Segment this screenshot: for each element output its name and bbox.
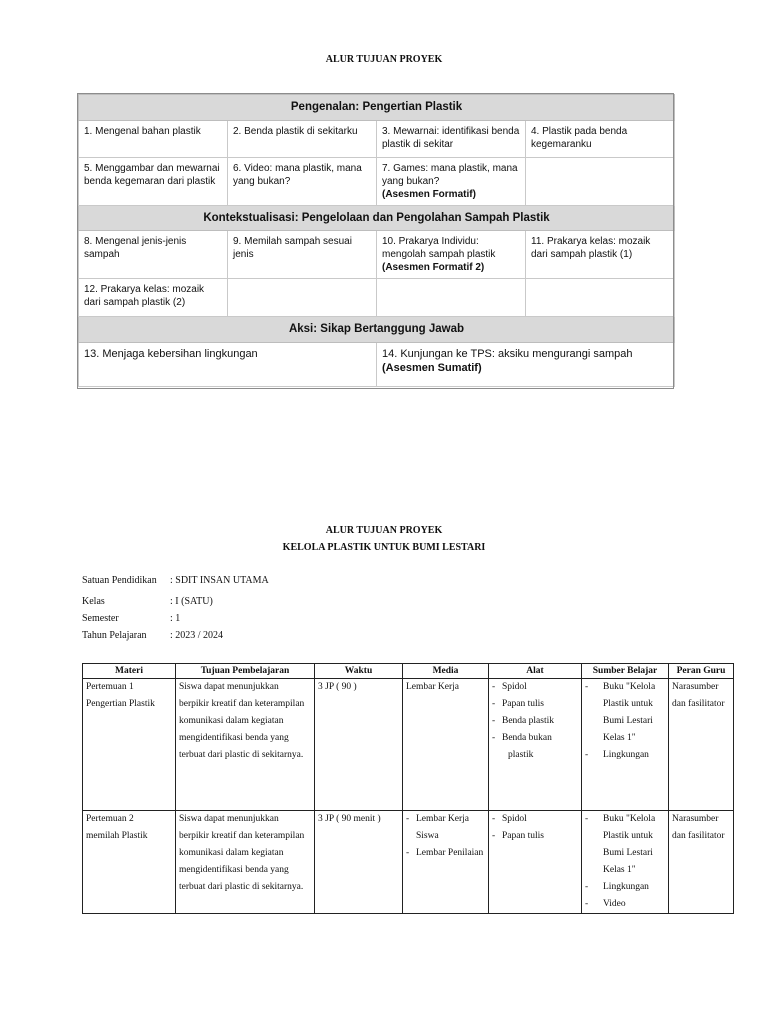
list-item: - Lembar Kerja xyxy=(406,814,470,824)
assessment-label: (Asesmen Sumatif) xyxy=(382,362,482,374)
cell-line: komunikasi dalam kegiatan xyxy=(179,848,284,858)
cell-alat xyxy=(489,811,582,914)
list-item-text: Buku "Kelola xyxy=(603,682,656,692)
cell-line: memilah Plastik xyxy=(86,831,148,841)
list-item-text: Spidol xyxy=(502,814,527,824)
list-item-text: Plastik untuk xyxy=(603,831,653,841)
list-item: - Spidol xyxy=(492,814,527,824)
section-subtitle: KELOLA PLASTIK UNTUK BUMI LESTARI xyxy=(282,542,486,553)
table-row xyxy=(83,679,734,811)
list-item: - Lingkungan xyxy=(585,750,649,760)
cell-materi xyxy=(83,679,176,811)
list-item-text: Benda bukan xyxy=(502,733,552,743)
list-item: - Papan tulis xyxy=(492,831,544,841)
list-item xyxy=(492,747,578,764)
cell-line: Pertemuan 1 xyxy=(86,682,134,692)
header-tujuan: Tujuan Pembelajaran xyxy=(176,664,315,679)
flow-cell: 8. Mengenal jenis-jenis sampah xyxy=(79,231,228,279)
list-item-text: Papan tulis xyxy=(502,699,544,709)
list-item-text: Plastik untuk xyxy=(603,699,653,709)
flow-cell: 5. Menggambar dan mewarnai benda kegemaran dari plastik xyxy=(79,158,228,206)
cell-waktu: 3 JP ( 90 menit ) xyxy=(315,811,403,914)
list-item: - Benda plastik xyxy=(492,716,554,726)
table-row xyxy=(83,811,734,914)
cell-line: Narasumber xyxy=(672,814,719,824)
cell-line: Narasumber xyxy=(672,682,719,692)
cell-line: berpikir kreatif dan keterampilan xyxy=(179,831,305,841)
list-item-text: Kelas 1" xyxy=(603,865,636,875)
list-item: - Lembar Penilaian xyxy=(406,848,484,858)
project-flow-table xyxy=(78,94,675,387)
cell-line: Pengertian Plastik xyxy=(86,699,155,709)
list-item: - Buku "Kelola xyxy=(585,814,656,824)
info-value: : I (SATU) xyxy=(170,596,213,607)
flow-cell-text: 7. Games: mana plastik, mana yang bukan? xyxy=(382,163,518,187)
flow-cell: 2. Benda plastik di sekitarku xyxy=(228,121,377,158)
flow-cell: 13. Menjaga kebersihan lingkungan xyxy=(79,343,377,387)
cell-line: Siswa dapat menunjukkan xyxy=(179,814,279,824)
document-title: ALUR TUJUAN PROYEK xyxy=(325,54,443,65)
list-item-text: Video xyxy=(603,899,626,909)
flow-cell: 9. Memilah sampah sesuai jenis xyxy=(228,231,377,279)
list-item-text: plastik xyxy=(508,750,534,760)
list-item-text: Lembar Penilaian xyxy=(416,848,484,858)
cell-alat xyxy=(489,679,582,811)
list-item: - Benda bukan xyxy=(492,733,552,743)
cell-line: mengidentifikasi benda yang xyxy=(179,865,289,875)
list-item xyxy=(585,713,665,730)
flow-cell xyxy=(526,158,675,206)
cell-sumber xyxy=(582,679,669,811)
cell-peran xyxy=(669,811,734,914)
flow-cell: 12. Prakarya kelas: mozaik dari sampah plastik (2) xyxy=(79,279,228,317)
info-value: : 2023 / 2024 xyxy=(170,630,224,641)
flow-cell-text: 10. Prakarya Individu: mengolah sampah plastik xyxy=(382,236,496,260)
assessment-label: (Asesmen Formatif) xyxy=(382,189,476,200)
header-waktu: Waktu xyxy=(315,664,403,679)
assessment-label: (Asesmen Formatif 2) xyxy=(382,262,485,273)
list-item-text: Benda plastik xyxy=(502,716,554,726)
cell-tujuan xyxy=(176,811,315,914)
cell-sumber xyxy=(582,811,669,914)
header-sumber: Sumber Belajar xyxy=(582,664,669,679)
list-item-text: Kelas 1" xyxy=(603,733,636,743)
flow-cell: 3. Mewarnai: identifikasi benda plastik di sekitar xyxy=(377,121,526,158)
list-item-text: Spidol xyxy=(502,682,527,692)
flow-cell xyxy=(228,279,377,317)
flow-cell: 6. Video: mana plastik, mana yang bukan? xyxy=(228,158,377,206)
cell-line: mengidentifikasi benda yang xyxy=(179,733,289,743)
list-item: - Video xyxy=(585,899,626,909)
list-item xyxy=(406,828,485,845)
list-item xyxy=(585,828,665,845)
list-item xyxy=(585,730,665,747)
cell-materi xyxy=(83,811,176,914)
info-key: Kelas xyxy=(82,596,105,607)
cell-line: dan fasilitator xyxy=(672,831,725,841)
flow-cell: 11. Prakarya kelas: mozaik dari sampah plastik (1) xyxy=(526,231,675,279)
list-item-text: Lembar Kerja xyxy=(416,814,470,824)
cell-line: dan fasilitator xyxy=(672,699,725,709)
flow-cell xyxy=(526,279,675,317)
info-key: Tahun Pelajaran xyxy=(82,630,147,641)
cell-waktu: 3 JP ( 90 ) xyxy=(315,679,403,811)
cell-tujuan xyxy=(176,679,315,811)
list-item-text: Bumi Lestari xyxy=(603,716,653,726)
header-materi: Materi xyxy=(83,664,176,679)
cell-line: Lembar Kerja xyxy=(406,682,460,692)
cell-media xyxy=(403,811,489,914)
list-item: - Buku "Kelola xyxy=(585,682,656,692)
cell-line: terbuat dari plastic di sekitarnya. xyxy=(179,750,304,760)
info-key: Semester xyxy=(82,613,119,624)
flow-cell: 1. Mengenal bahan plastik xyxy=(79,121,228,158)
flow-cell xyxy=(377,343,675,387)
section-title: ALUR TUJUAN PROYEK xyxy=(325,525,443,536)
list-item: - Papan tulis xyxy=(492,699,544,709)
lesson-plan-table xyxy=(82,663,734,914)
list-item xyxy=(585,696,665,713)
header-media: Media xyxy=(403,664,489,679)
header-alat: Alat xyxy=(489,664,582,679)
section-header-kontekstualisasi: Kontekstualisasi: Pengelolaan dan Pengolahan Sampah Plastik xyxy=(79,206,675,231)
list-item-text: Buku "Kelola xyxy=(603,814,656,824)
flow-cell: 4. Plastik pada benda kegemaranku xyxy=(526,121,675,158)
info-key: Satuan Pendidikan xyxy=(82,575,157,586)
section-header-pengenalan: Pengenalan: Pengertian Plastik xyxy=(79,95,675,121)
list-item-text: Papan tulis xyxy=(502,831,544,841)
cell-line: komunikasi dalam kegiatan xyxy=(179,716,284,726)
list-item: - Lingkungan xyxy=(585,882,649,892)
info-value: : SDIT INSAN UTAMA xyxy=(170,575,269,586)
section-header-aksi: Aksi: Sikap Bertanggung Jawab xyxy=(79,317,675,343)
cell-line: terbuat dari plastic di sekitarnya. xyxy=(179,882,304,892)
list-item: - Spidol xyxy=(492,682,527,692)
flow-cell xyxy=(377,279,526,317)
list-item-text: Lingkungan xyxy=(603,750,649,760)
list-item xyxy=(585,862,665,879)
flow-cell-text: 14. Kunjungan ke TPS: aksiku mengurangi sampah xyxy=(382,348,633,360)
cell-line: berpikir kreatif dan keterampilan xyxy=(179,699,305,709)
info-value: : 1 xyxy=(170,613,181,624)
cell-line: Siswa dapat menunjukkan xyxy=(179,682,279,692)
flow-cell xyxy=(377,158,526,206)
list-item-text: Bumi Lestari xyxy=(603,848,653,858)
list-item-text: Siswa xyxy=(416,831,439,841)
cell-line: Pertemuan 2 xyxy=(86,814,134,824)
header-peran: Peran Guru xyxy=(669,664,734,679)
cell-peran xyxy=(669,679,734,811)
cell-media xyxy=(403,679,489,811)
list-item xyxy=(585,845,665,862)
flow-cell xyxy=(377,231,526,279)
list-item-text: Lingkungan xyxy=(603,882,649,892)
